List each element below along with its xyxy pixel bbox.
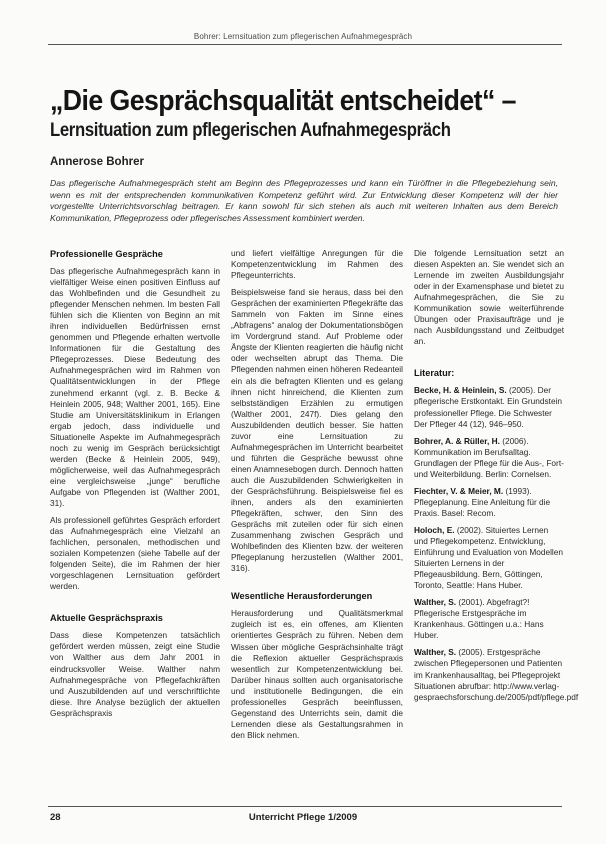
- literature-item: [414, 597, 564, 641]
- literature-heading: Literatur:: [414, 368, 455, 379]
- literature-item: [414, 436, 564, 480]
- section-gap: [414, 353, 564, 367]
- literature-text: (2002). Situiertes Lernen und Pflegekompetenz. Entwicklung, Einführung und Evaluation von Modellen Situierten Lernens in der Pflegeausbildung. Bern, Göttingen, Toronto, Seattle: Hans Huber.: [414, 524, 563, 591]
- footer-rule: [48, 806, 562, 807]
- article-title: „Die Gesprächsqualität entscheidet“ –: [50, 85, 516, 117]
- paragraph: und liefert vielfältige Anregungen für die Kompetenzentwicklung im Rahmen des Pflegeunterrichts.: [231, 248, 403, 281]
- literature-item: [414, 486, 564, 519]
- paragraph: Das pflegerische Aufnahmegespräch kann in vielfältiger Weise einen positiven Einfluss auf das Wohlbefinden und die Gesundheit zu pflegender Menschen nehmen. Im besten Fall fühlen sich die Klienten von Beginn an mit ihren individuellen Bedürfnissen ernst genommen und Pflegende erhalten wertvolle Informationen für die Gestaltung des Pflegeprozesses. Diese Bedeutung des Aufnahmegesprächen wird im Rahmen von Qualitätsentwicklungen in der Pflege zunehmend erkannt (vgl. z. B. Becke & Heinlein 2005, 948; Walther 2001, 165). Eine Studie am Universitätsklinikum in Erlangen ergab jedoch, dass individuelle und Situationelle Aspekte im Aufnahmegespräch noch zu wenig im Gespräch berücksichtigt werden (Becke & Heinlein 2005, 949), möglicherweise, weil das Aufnahmegespräch eine vergleichsweise „junge“ berufliche Aufgabe von Pflegenden ist (Walther 2001, 31).: [50, 266, 220, 508]
- section-heading-professionelle: Professionelle Gespräche: [50, 249, 163, 259]
- section-heading-wesentliche: Wesentliche Herausforderungen: [231, 591, 373, 602]
- article-subtitle: Lernsituation zum pflegerischen Aufnahmegespräch: [50, 120, 451, 141]
- literature-text: (2005). Der pflegerische Erstkontakt. Ein Grundstein professioneller Pflege. Die Schwester Der Pfleger 44 (12), 946–950.: [414, 385, 563, 429]
- literature-author: Fiechter, V. & Meier, M.: [414, 485, 504, 496]
- literature-text: (1993). Pflegeplanung. Eine Anleitung für die Praxis. Basel: Recom.: [414, 485, 551, 518]
- paragraph: Dass diese Kompetenzen tatsächlich gefördert werden müssen, zeigt eine Studie von Walther aus dem Jahr 2001 in eindrucksvoller Weise. Walther nahm Aufnahmegespräche von Pflegefachkräften und Auszubildenden auf und verschriftlichte diese. Ihre Analyse bezüglich der aktuellen Gesprächspraxis: [50, 630, 220, 718]
- running-head: Bohrer: Lernsituation zum pflegerischen Aufnahmegespräch: [193, 32, 413, 41]
- literature-list: [414, 385, 579, 702]
- column-1: [50, 248, 220, 725]
- literature-author: Becke, H. & Heinlein, S.: [414, 385, 507, 396]
- paragraph: Als professionell geführtes Gespräch erfordert das Aufnahmegespräch eine Vielzahl an fachlichen, personalen, methodischen und sozialen Kompetenzen (siehe Tabelle auf der folgenden Seite), die im Rahmen der hier vorgeschlagenen Lernsituation gefördert werden.: [50, 515, 220, 592]
- column-2: [231, 248, 403, 747]
- journal-issue: Unterricht Pflege 1/2009: [248, 812, 358, 823]
- literature-text: (2001). Abgefragt?! Pflegerische Erstgespräche im Krankenhaus. Göttingen u.a.: Hans Huber.: [414, 597, 544, 641]
- page-number: 28: [50, 812, 61, 823]
- paragraph: Herausforderung und Qualitätsmerkmal zugleich ist es, ein offenes, am Klienten orientiertes Gespräch zu führen. Neben dem Wissen über mögliche Gesprächsinhalte trägt die Reflexion aktueller Gesprächspraxis wesentlich zur Kompetenzentwicklung bei. Darüber hinaus sollten auch organisatorische und institutionelle Bedingungen, die ein professionelles Gespräch beeinflussen, Gegenstand des Unterrichts sein, damit die Lernenden diese als Gestaltungsrahmen in den Blick nehmen.: [231, 608, 403, 740]
- article-abstract: Das pflegerische Aufnahmegespräch steht am Beginn des Pflegeprozesses und kann ein Türöffner in die Pflegebeziehung sein, wenn es mit der entsprechenden kommunikativen Kompetenz geführt wird. Zur Entwicklung dieser Kompetenz will der hier vorgestellte Unterrichtsvorschlag beitragen. Er kann sowohl für sich stehen als auch mit weiteren Inhalten aus dem Bereich Kommunikation, Pflegeprozess oder pflegerisches Assessment kombiniert werden.: [50, 178, 558, 223]
- literature-author: Holoch, E.: [414, 524, 455, 535]
- section-gap: [231, 580, 403, 590]
- column-3: [414, 248, 579, 709]
- section-gap: [50, 598, 220, 612]
- header-rule: [48, 44, 562, 45]
- literature-item: [414, 525, 564, 591]
- literature-author: Bohrer, A. & Rüller, H.: [414, 435, 500, 446]
- literature-item: [414, 385, 564, 429]
- literature-author: Walther, S.: [414, 647, 457, 658]
- literature-text: (2006). Kommunikation im Berufsalltag. Grundlagen der Pflege für die Aus-, Fort- und Weiterbildung. Berlin: Cornelsen.: [414, 435, 564, 479]
- section-heading-aktuelle: Aktuelle Gesprächspraxis: [50, 613, 163, 624]
- literature-text: (2005). Erstgespräche zwischen Pflegepersonen und Patienten im Krankenhausalltag, bei Pflegeprojekt Situationen abrufbar: http://www.verlag-gespraechsforschung.de/2005/pdf/pflege.pdf: [414, 647, 579, 702]
- paragraph: Die folgende Lernsituation setzt an diesen Aspekten an. Sie wendet sich an Lernende im zweiten Ausbildungsjahr oder in der Examensphase und bietet zu Aufnahmegesprächen, die Sie zu Kommunikation sowie weiterführende Übungen oder Praxisaufträge und je nach Ausbildungsstand und Zeitbudget an.: [414, 248, 564, 347]
- literature-author: Walther, S.: [414, 597, 457, 608]
- article-author: Annerose Bohrer: [50, 156, 144, 168]
- paragraph: Beispielsweise fand sie heraus, dass bei den Gesprächen der examinierten Pflegekräfte das Sammeln von Fakten im Sinne eines „Abfragens“ analog der Dokumentationsbögen im Vordergrund stand. Auf Probleme oder Ängste der Klienten reagierten die häufig nicht oder wechselten abrupt das Thema. Die Pflegenden nahmen einen höheren Redeanteil ein als die befragten Klienten und es gelang ihnen nicht hinreichend, die Klienten zum selbstständigen Erzählen zu ermutigen (Walther 2001, 247f). Dies gelang den Auszubildenden deutlich besser. Sie hatten zuvor eine Lernsituation zu Aufnahmegesprächen im Unterricht bearbeitet und führten die Gespräche bewusst ohne einen Anamnesebogen durch. Dennoch hatten auch die Auszubildenden Schwierigkeiten in der Gesprächsführung. Beispielsweise fiel es ihnen, anders als den examinierten Pflegekräften, schwer, den Sinn des Gesprächs mit zuteilen oder für sich einen Zusammenhang zwischen Gespräch und Wohlbefinden des Klienten bzw. der weiteren Pflegeplanung herzustellen (Walther 2001, 316).: [231, 287, 403, 574]
- literature-item: [414, 647, 579, 702]
